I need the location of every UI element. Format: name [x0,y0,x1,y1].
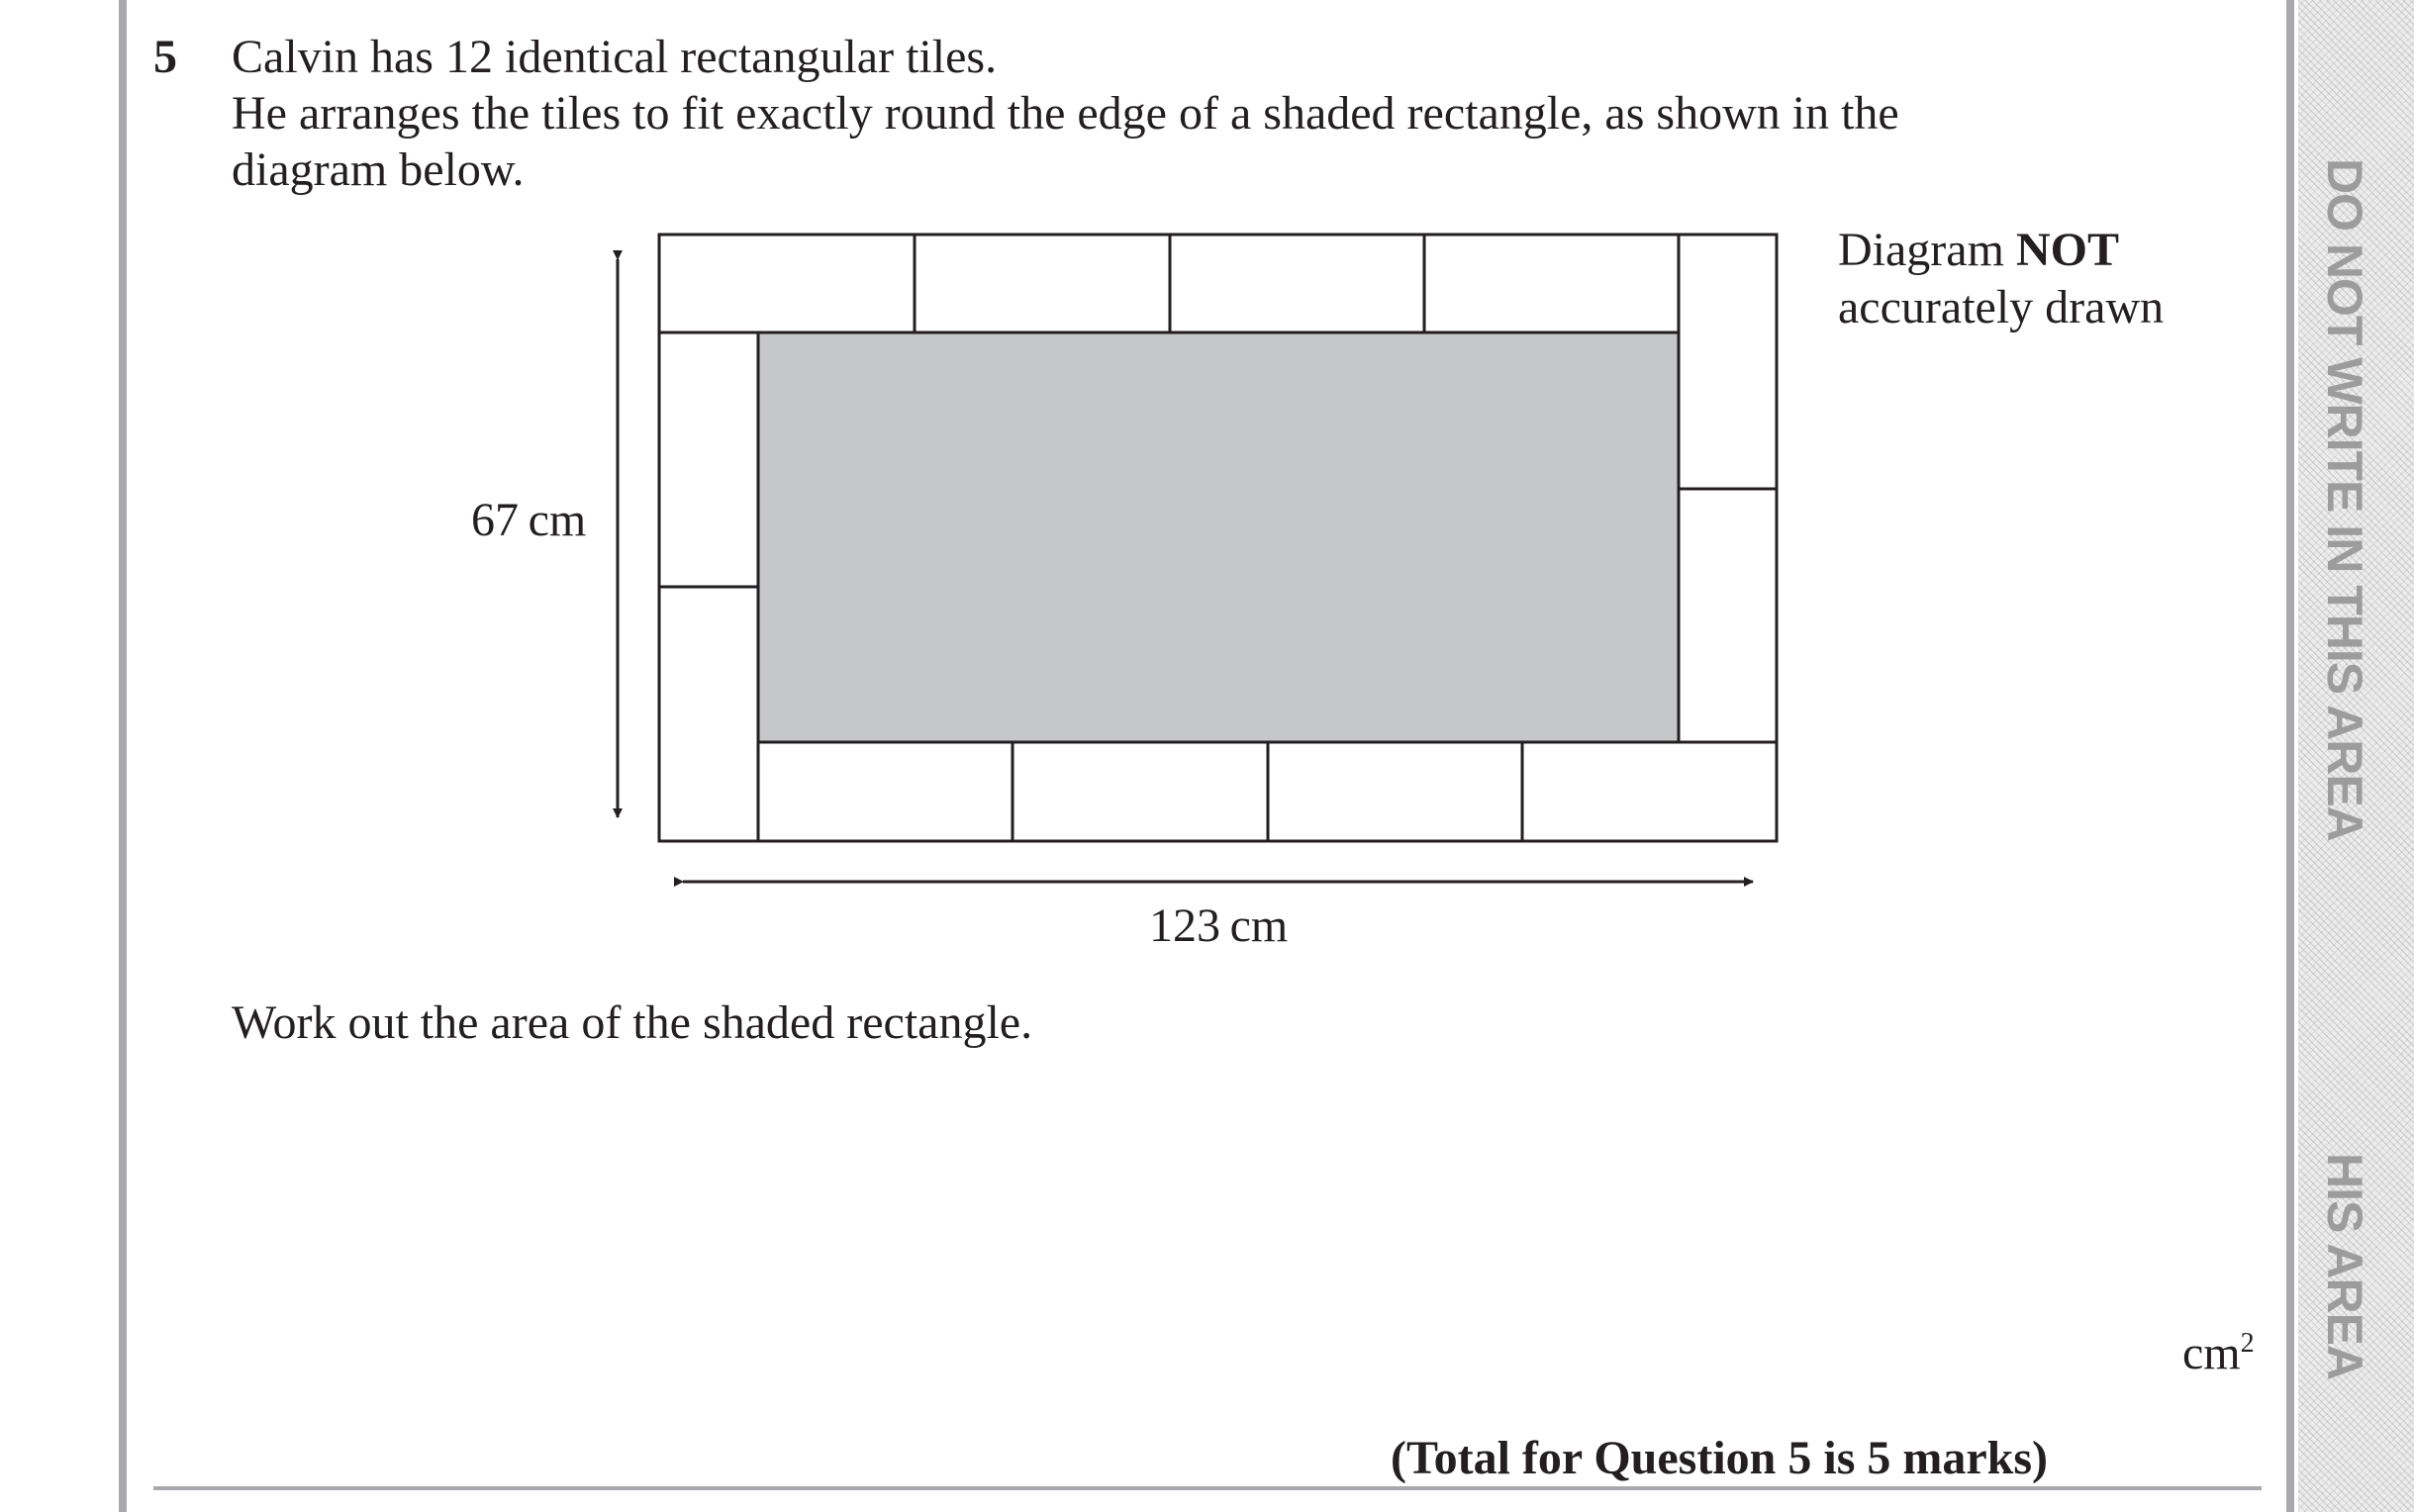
tile [758,742,1013,841]
tile [1013,742,1268,841]
margin-warning: DO NOT WRITE IN THIS AREA [2317,158,2372,841]
diagram-note-bold: NOT [2015,224,2119,276]
instruction-text: Work out the area of the shaded rectangle. [232,996,1033,1049]
answer-unit-text: cm [2182,1327,2241,1379]
diagram-note-text: Diagram [1838,224,2016,276]
bottom-rule [153,1486,2262,1490]
question-total: (Total for Question 5 is 5 marks) [1391,1432,2049,1484]
width-label: 123 cm [1149,899,1289,952]
diagram-note [1838,222,2164,336]
tile [1679,489,1777,742]
tile [659,235,915,332]
tile [915,235,1170,332]
tile [1170,235,1424,332]
question-number: 5 [153,31,177,83]
answer-unit-power: 2 [2240,1328,2255,1359]
tile [1679,235,1777,489]
tile [1522,742,1777,841]
answer-unit [2182,1326,2255,1380]
question-line-1: Calvin has 12 identical rectangular tiles. [232,31,998,83]
height-label: 67 cm [471,494,587,546]
diagram-note-line-2: accurately drawn [1838,281,2165,333]
tile [1424,235,1679,332]
tile [659,587,758,841]
tile [659,332,758,587]
question-line-3: diagram below. [232,143,525,196]
shaded-rectangle [758,332,1679,742]
question-line-2: He arranges the tiles to fit exactly round the edge of a shaded rectangle, as shown in the [232,87,1899,140]
diagram-note-line-1 [1838,222,2164,279]
tile [1268,742,1522,841]
margin-warning-partial: HIS AREA [2317,1153,2372,1380]
